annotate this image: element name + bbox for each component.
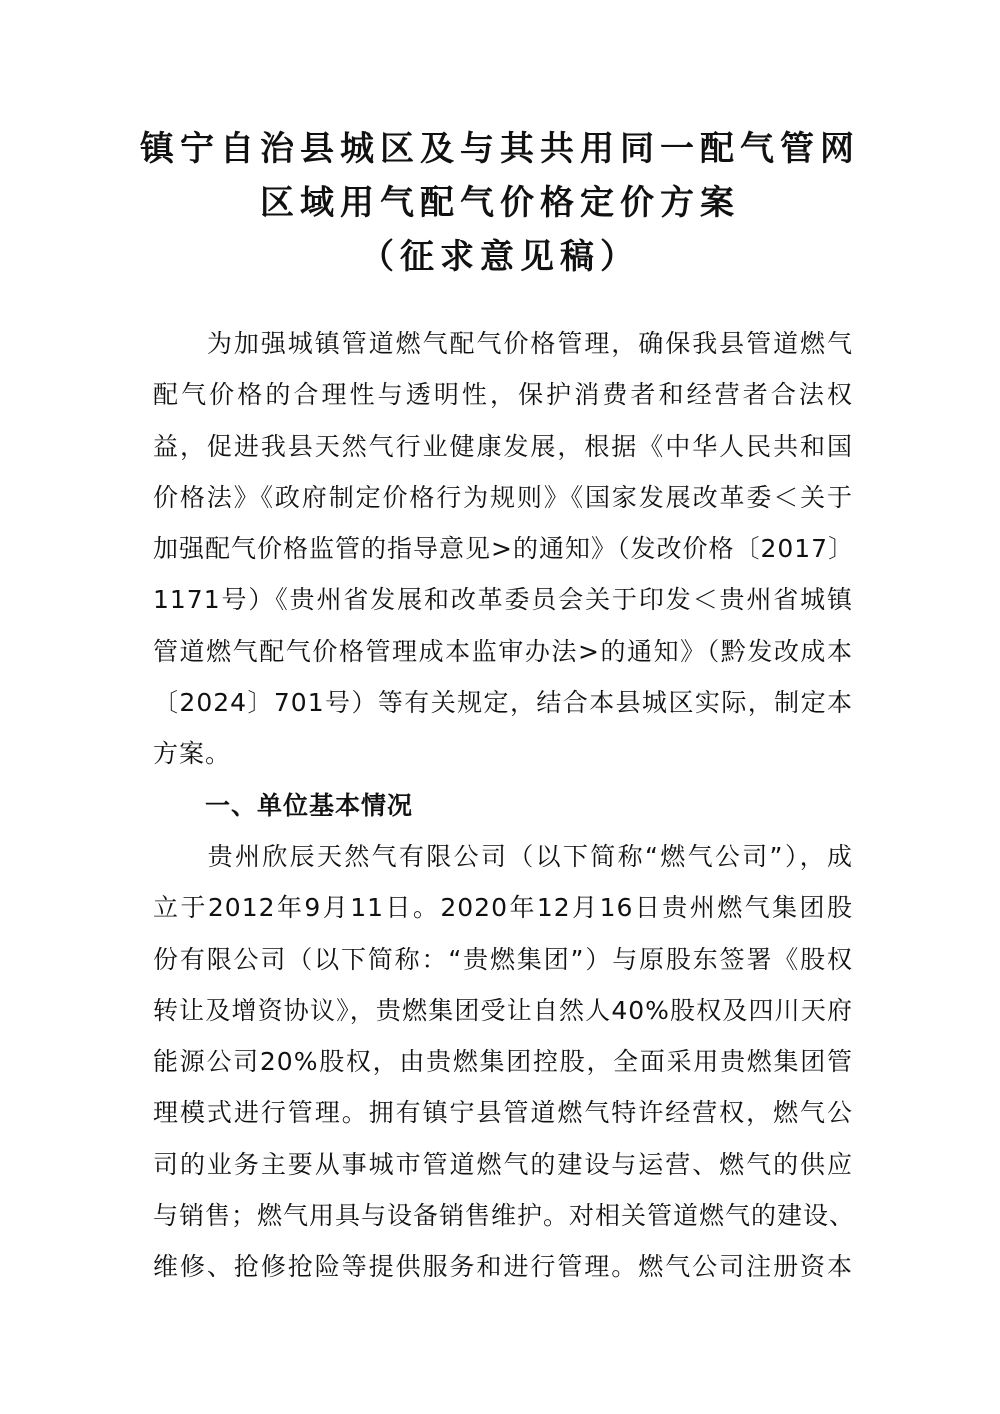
paragraph-line: 转让及增资协议》，贵燃集团受让自然人40%股权及四川天府 — [153, 995, 853, 1025]
paragraph-line: 〔2024〕701号）等有关规定，结合本县城区实际，制定本 — [153, 688, 853, 718]
paragraph-line: 理模式进行管理。拥有镇宁县管道燃气特许经营权，燃气公 — [153, 1098, 853, 1128]
paragraph-line: 与销售；燃气用具与设备销售维护。对相关管道燃气的建设、 — [153, 1201, 856, 1231]
paragraph-line: 加强配气价格监管的指导意见>的通知》（发改价格〔2017〕 — [153, 534, 855, 564]
title-line-3: （征求意见稿） — [360, 237, 640, 277]
title-line-2: 区域用气配气价格定价方案 — [260, 183, 740, 223]
paragraph-line: 司的业务主要从事城市管道燃气的建设与运营、燃气的供应 — [153, 1149, 853, 1179]
paragraph-line: 管道燃气配气价格管理成本监审办法>的通知》（黔发改成本 — [153, 636, 853, 666]
paragraph-line: 维修、抢修抢险等提供服务和进行管理。燃气公司注册资本 — [153, 1252, 853, 1282]
paragraph-line: 价格法》《政府制定价格行为规则》《国家发展改革委＜关于 — [153, 482, 853, 512]
paragraph-line: 益，促进我县天然气行业健康发展，根据《中华人民共和国 — [153, 431, 853, 461]
paragraph-line: 方案。 — [153, 739, 232, 769]
paragraph-line: 1171号）《贵州省发展和改革委员会关于印发＜贵州省城镇 — [153, 585, 853, 615]
paragraph-line: 立于2012年9月11日。2020年12月16日贵州燃气集团股 — [153, 893, 853, 923]
paragraph-line: 能源公司20%股权，由贵燃集团控股，全面采用贵燃集团管 — [153, 1047, 853, 1077]
title-line-1: 镇宁自治县城区及与其共用同一配气管网 — [140, 129, 860, 169]
paragraph-line: 份有限公司（以下简称：“贵燃集团”）与原股东签署《股权 — [153, 944, 853, 974]
document-body — [153, 318, 856, 1293]
document-title — [0, 122, 1000, 284]
section-heading: 一、单位基本情况 — [153, 790, 414, 820]
paragraph-line: 为加强城镇管道燃气配气价格管理，确保我县管道燃气 — [153, 329, 853, 358]
paragraph-line: 贵州欣辰天然气有限公司（以下简称“燃气公司”），成 — [153, 841, 853, 871]
paragraph-line: 配气价格的合理性与透明性，保护消费者和经营者合法权 — [153, 380, 853, 410]
